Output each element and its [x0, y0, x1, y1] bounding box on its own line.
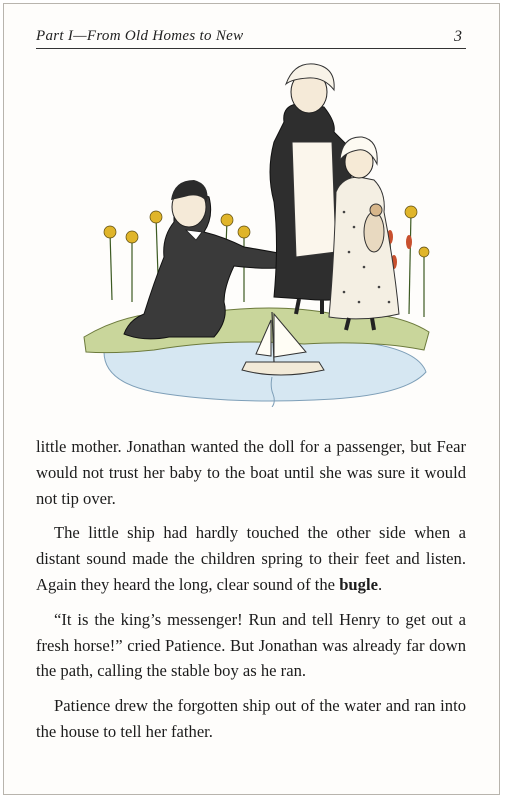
running-title: Part I—From Old Homes to New [36, 28, 244, 44]
body-text [36, 434, 466, 754]
paragraph-4: Patience drew the forgotten ship out of the water and ran into the house to tell her father. [36, 696, 466, 741]
paragraph-1: little mother. Jonathan wanted the doll for a passenger, but Fear would not trust her baby to the boat until she was sure it would not tip over. [36, 437, 466, 508]
paragraph-2-text: The little ship had hardly touched the other side when a distant sound made the children spring to their feet and listen. Again they heard the long, clear sound of the [36, 523, 466, 594]
book-page [3, 3, 500, 795]
children-toy-boat-illustration-icon [74, 52, 434, 407]
page-number: 3 [454, 28, 462, 45]
paragraph-2 [36, 520, 466, 597]
bold-term-bugle: bugle [339, 574, 378, 594]
paragraph-2-end: . [377, 574, 383, 594]
running-header [36, 26, 466, 49]
paragraph-3: “It is the king’s messenger! Run and tell Henry to get out a fresh horse!” cried Patience. But Jonathan was already far down the path, calling the stable boy as he ran. [36, 609, 466, 681]
